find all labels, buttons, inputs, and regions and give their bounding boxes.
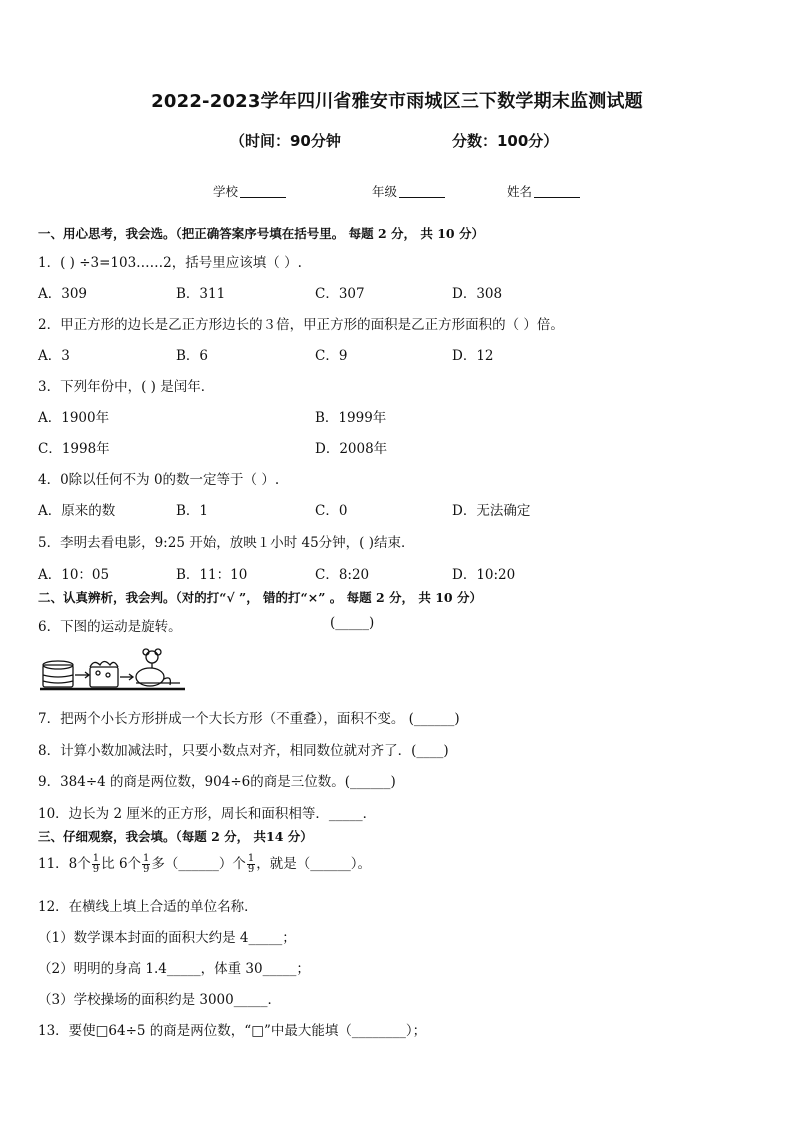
question-4: 4．0除以任何不为 0的数一定等于（ ）.	[38, 472, 280, 488]
q4-option-d: D．无法确定	[452, 503, 531, 519]
question-11	[38, 852, 371, 875]
q2-option-b: B．6	[176, 348, 209, 364]
question-3: 3．下列年份中，( ) 是闰年．	[38, 379, 215, 395]
school-label: 学校	[213, 184, 239, 199]
grade-blank	[399, 185, 445, 198]
q5-option-a: A．10：05	[38, 567, 110, 583]
question-5: 5．李明去看电影，9:25 开始，放映１小时 45分钟，( )结束．	[38, 535, 415, 551]
name-blank	[534, 185, 580, 198]
fraction-denominator: 9	[92, 864, 100, 875]
name-field	[507, 182, 580, 200]
q3-option-b: B．1999年	[315, 410, 387, 426]
q1-option-d: D．308	[452, 286, 503, 302]
question-12-1: （1）数学课本封面的面积大约是 4_____；	[38, 930, 296, 946]
q4-option-b: B．1	[176, 503, 209, 519]
exam-time: （时间：90分钟	[230, 132, 341, 150]
question-1: 1．( ) ÷3=103……2，括号里应该填（ ）.	[38, 255, 302, 271]
q3-option-d: D．2008年	[315, 441, 388, 457]
q5-option-c: C．8:20	[315, 567, 370, 583]
q11-part-c: 多（______）个	[151, 856, 246, 872]
rotation-illustration	[40, 645, 185, 695]
q5-option-b: B．11：10	[176, 567, 248, 583]
grade-label: 年级	[372, 184, 398, 199]
name-label: 姓名	[507, 184, 533, 199]
q1-option-b: B．311	[176, 286, 226, 302]
question-7: 7．把两个小长方形拼成一个大长方形（不重叠），面积不变。 (______)	[38, 711, 460, 727]
q2-option-c: C．9	[315, 348, 348, 364]
q3-option-a: A．1900年	[38, 410, 110, 426]
fraction-one-ninth	[247, 854, 255, 875]
fraction-one-ninth	[142, 854, 150, 875]
exam-title: 2022-2023学年四川省雅安市雨城区三下数学期末监测试题	[151, 91, 643, 112]
fraction-numerator: 1	[247, 853, 255, 864]
fraction-numerator: 1	[143, 853, 150, 864]
question-8: 8．计算小数加减法时，只要小数点对齐，相同数位就对齐了．(____)	[38, 743, 449, 759]
fraction-denominator: 9	[143, 864, 150, 875]
question-13: 13．要使□64÷5 的商是两位数，“□”中最大能填（________）；	[38, 1023, 427, 1039]
school-blank	[240, 185, 286, 198]
grade-field	[372, 182, 445, 200]
q4-option-a: A．原来的数	[38, 503, 116, 519]
section-3-heading: 三、仔细观察，我会填。（每题 2 分， 共14 分）	[38, 829, 313, 844]
q5-option-d: D．10:20	[452, 567, 516, 583]
q4-option-c: C．0	[315, 503, 348, 519]
q11-part-a: 11．8个	[38, 856, 91, 872]
question-10: 10．边长为 2 厘米的正方形，周长和面积相等．_____．	[38, 806, 377, 822]
question-12-2: （2）明明的身高 1.4_____，体重 30_____；	[38, 961, 310, 977]
section-1-heading: 一、用心思考，我会选。（把正确答案序号填在括号里。 每题 2 分， 共 10 分）	[38, 226, 484, 241]
q2-option-d: D．12	[452, 348, 494, 364]
question-6: 6．下图的运动是旋转。	[38, 619, 182, 635]
question-2: 2．甲正方形的边长是乙正方形边长的３倍，甲正方形的面积是乙正方形面积的（ ）倍。	[38, 317, 564, 333]
q3-option-c: C．1998年	[38, 441, 110, 457]
fraction-numerator: 1	[92, 853, 100, 864]
school-field	[213, 182, 286, 200]
q6-answer-blank: (_____)	[330, 615, 375, 631]
q2-option-a: A．3	[38, 348, 70, 364]
fraction-denominator: 9	[247, 864, 255, 875]
exam-score: 分数：100分）	[452, 132, 559, 150]
section-2-heading: 二、认真辨析，我会判。（对的打“√ ”， 错的打“×” 。 每题 2 分， 共 10 分）	[38, 590, 482, 605]
question-12-3: （3）学校操场的面积约是 3000_____．	[38, 992, 281, 1008]
q1-option-c: C．307	[315, 286, 365, 302]
question-9: 9．384÷4 的商是两位数，904÷6的商是三位数。(______)	[38, 774, 396, 790]
q1-option-a: A．309	[38, 286, 88, 302]
fraction-one-ninth	[92, 854, 100, 875]
question-12: 12．在横线上填上合适的单位名称．	[38, 899, 258, 915]
q11-part-b: 比 6个	[101, 856, 142, 872]
q11-part-d: ，就是（______）。	[256, 856, 372, 872]
